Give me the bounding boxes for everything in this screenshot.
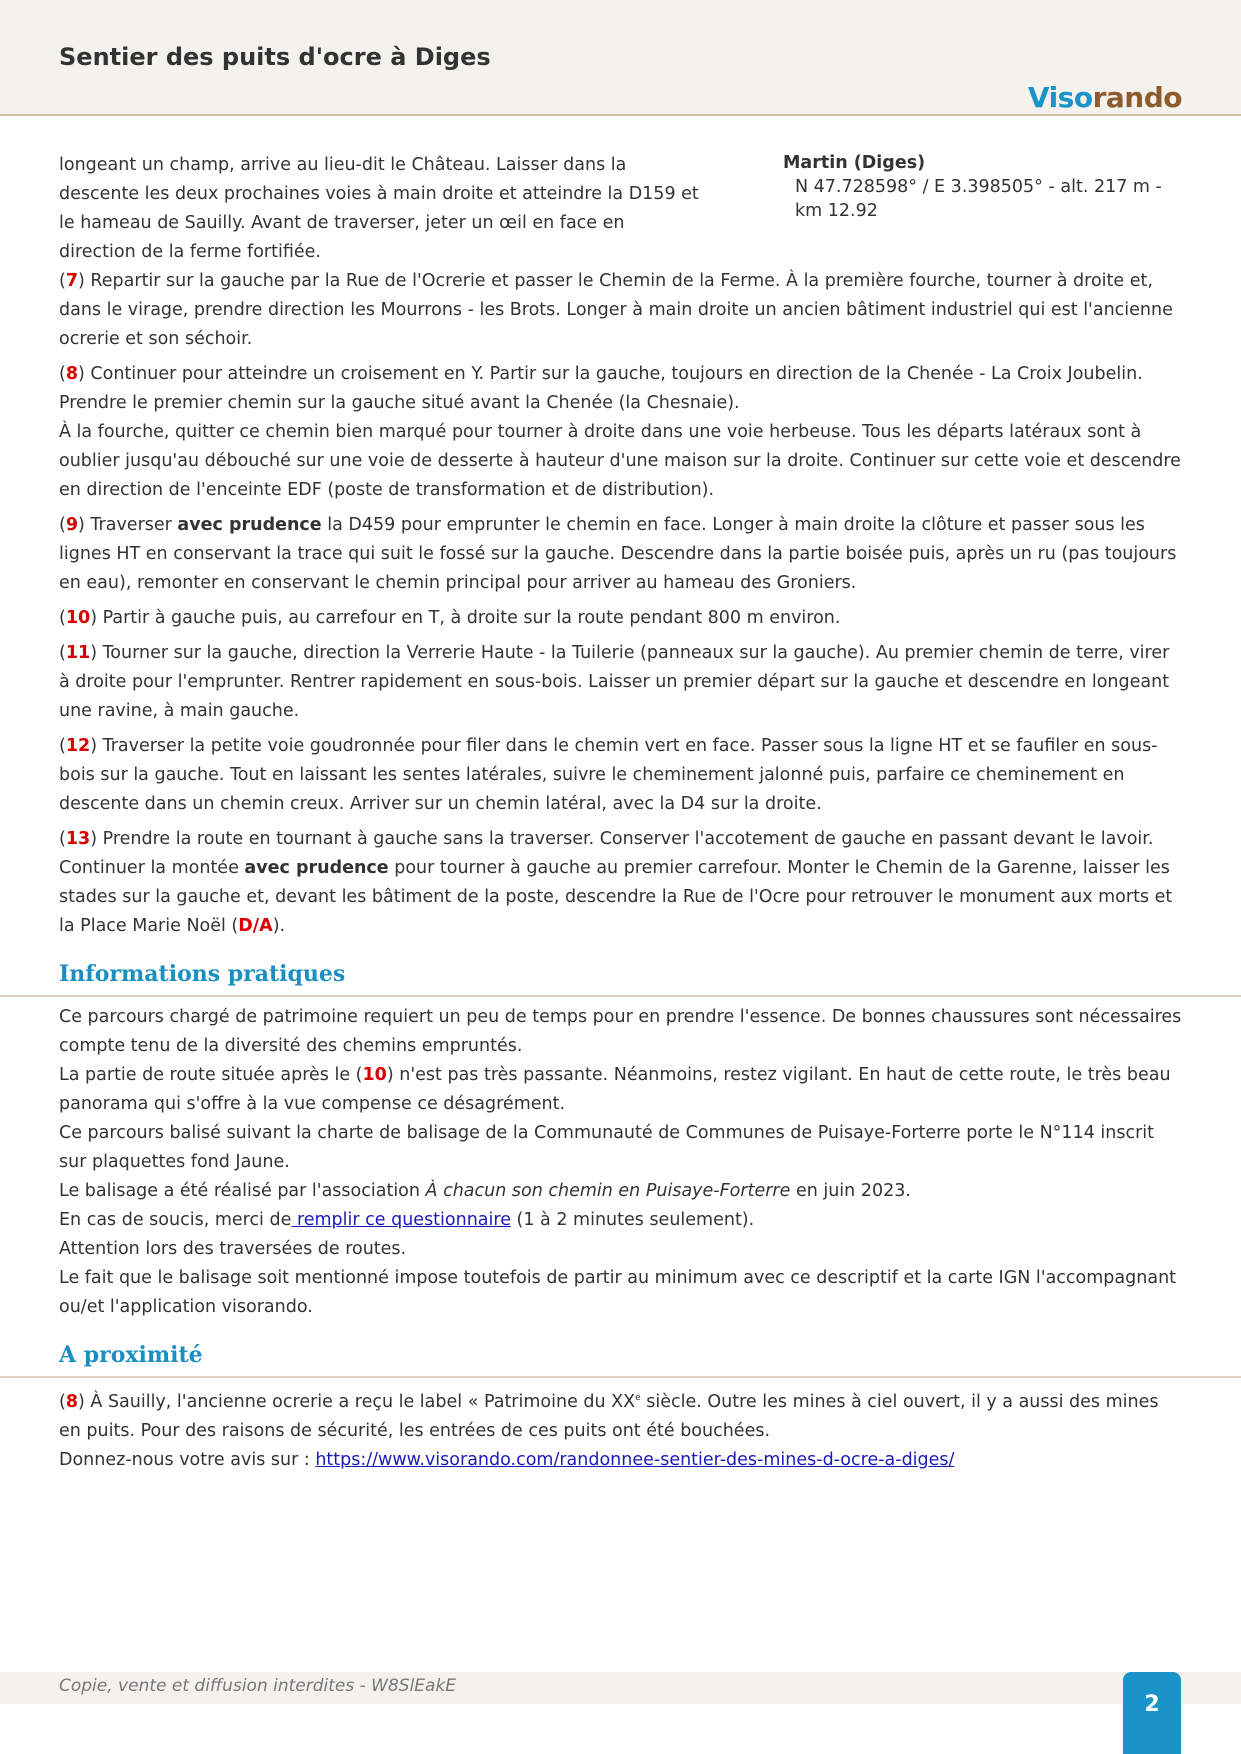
step-marker: 13 [65,829,91,849]
info-paragraph [59,1061,1183,1119]
page-number: 2 [1144,1692,1160,1717]
logo-part-1: Viso [1027,81,1093,114]
step-text: pour tourner à gauche au premier carrefour. Monter le Chemin de la Garenne, laisser les stades sur la gauche et, devant les bâtiment de la poste, descendre la Rue de l'Ocre pour retrouver le monument aux morts et la Place Marie Noël ( [59,858,1173,936]
step-7: (7) Repartir sur la gauche par la Rue de l'Ocrerie et passer le Chemin de la Ferme. À la première fourche, tourner à droite et, dans le virage, prendre direction les Mourrons - les Brots. Longer à main droite un ancien bâtiment industriel qui est l'ancienne ocrerie et son séchoir. [59,271,1173,349]
section-heading-proximity: A proximité [59,1340,1183,1370]
info-paragraph: Ce parcours balisé suivant la charte de balisage de la Communauté de Communes de Puisaye-Forterre porte le N°114 inscrit sur plaquettes fond Jaune. [59,1123,1155,1172]
association-name: À chacun son chemin en Puisaye-Forterre [425,1181,791,1201]
step-marker: 9 [65,515,79,535]
step-marker: 10 [362,1065,387,1085]
step-marker: 8 [65,364,79,384]
step-11: (11) Tourner sur la gauche, direction la Verrerie Haute - la Tuilerie (panneaux sur la gauche). Au premier chemin de terre, virer à droite pour l'emprunter. Rentrer rapidement en sous-bois. Laisser un premier départ sur la gauche et descendre en longeant une ravine, à main gauche. [59,643,1170,721]
proximity-text: À Sauilly, l'ancienne ocrerie a reçu le label « Patrimoine du XX [90,1391,636,1412]
footer-copyright: Copie, vente et diffusion interdites - W8SlEakE [59,1676,457,1696]
intro-row [59,151,1183,267]
info-text: La partie de route située après le ( [59,1065,363,1085]
step-marker: 8 [65,1391,79,1412]
step-10: (10) Partir à gauche puis, au carrefour en T, à droite sur la route pendant 800 m environ. [59,608,841,628]
main-content [59,151,1183,1475]
info-paragraph: Le fait que le balisage soit mentionné impose toutefois de partir au minimum avec ce descriptif et la carte IGN l'accompagnant ou/et l'application visorando. [59,1268,1177,1317]
waypoint-name: Martin (Diges) [783,153,926,173]
info-text: ) n'est pas très passante. Néanmoins, restez vigilant. En haut de cette route, le très beau panorama qui s'offre à la vue compense ce désagrément. [59,1065,1171,1114]
step-text: Partir à gauche puis, au carrefour en T, à droite sur la route pendant 800 m environ. [102,608,841,628]
waypoint-box [783,151,1183,267]
step-text-continued: À la fourche, quitter ce chemin bien marqué pour tourner à droite dans une voie herbeuse. Tous les départs latéraux sont à oublier jusqu'au débouché sur une voie de desserte à hauteur d'une maison sur la droite. Continuer sur cette voie et descendre en direction de l'enceinte EDF (poste de transformation et de distribution). [59,422,1181,500]
info-paragraph: Ce parcours chargé de patrimoine requiert un peu de temps pour en prendre l'essence. De bonnes chaussures sont nécessaires compte tenu de la diversité des chemins empruntés. [59,1007,1182,1056]
proximity-text: siècle. Outre les mines à ciel ouvert, il y a aussi des mines en puits. Pour des raisons de sécurité, les entrées de ces puits ont été bouchées. [59,1391,1159,1441]
logo-part-2: rando [1092,81,1182,114]
step-text: la D459 pour emprunter le chemin en face. Longer à main droite la clôture et passer sous les lignes HT en conservant la trace qui suit le fossé sur la gauche. Descendre dans la partie boisée puis, après un ru (pas toujours en eau), remonter en conservant le chemin principal pour arriver au hameau des Groniers. [59,515,1177,593]
info-paragraph: Attention lors des traversées de routes. [59,1239,407,1259]
info-paragraph [59,1206,1183,1235]
step-text: Traverser la petite voie goudronnée pour filer dans le chemin vert en face. Passer sous la ligne HT et se faufiler en sous-bois sur la gauche. Tout en laissant les sentes latérales, suivre le cheminement jalonné puis, parfaire ce cheminement en descente dans un chemin creux. Arriver sur un chemin latéral, avec la D4 sur la droite. [59,736,1158,814]
waypoint-coordinates: N 47.728598° / E 3.398505° - alt. 217 m - km 12.92 [795,177,1162,221]
info-text: en juin 2023. [790,1181,911,1201]
info-text: En cas de soucis, merci de [59,1210,292,1230]
start-end-marker: D/A [238,916,273,936]
step-text: Repartir sur la gauche par la Rue de l'Ocrerie et passer le Chemin de la Ferme. À la première fourche, tourner à droite et, dans le virage, prendre direction les Mourrons - les Brots. Longer à main droite un ancien bâtiment industriel qui est l'ancienne ocrerie et son séchoir. [59,271,1173,349]
step-text: Continuer pour atteindre un croisement en Y. Partir sur la gauche, toujours en direction de la Chenée - La Croix Joubelin. Prendre le premier chemin sur la gauche situé avant la Chenée (la Chesnaie). [59,364,1143,413]
step-marker: 7 [65,271,79,291]
page-title: Sentier des puits d'ocre à Diges [59,43,491,71]
step-marker: 11 [65,643,91,663]
info-paragraph [59,1177,1183,1206]
feedback-paragraph [59,1446,1183,1475]
step-text: Prendre la route en tournant à gauche sans la traverser. Conserver l'accotement de gauche en passant devant le lavoir. Continuer la montée [59,829,1154,878]
info-text: Le balisage a été réalisé par l'association [59,1181,426,1201]
step-marker: 12 [65,736,91,756]
step-text: Traverser [90,515,178,535]
step-13: (13) Prendre la route en tournant à gauche sans la traverser. Conserver l'accotement de gauche en passant devant le lavoir. Continuer la montée avec prudence pour tourner à gauche au premier carrefour. Monter le Chemin de la Garenne, laisser les stades sur la gauche et, devant les bâtiment de la poste, descendre la Rue de l'Ocre pour retrouver le monument aux morts et la Place Marie Noël (D/A). [59,829,1173,936]
feedback-text: Donnez-nous votre avis sur : [59,1449,316,1470]
step-marker: 10 [65,608,91,628]
step-text-end: ). [272,916,286,936]
step-emphasis: avec prudence [177,515,322,535]
info-text: (1 à 2 minutes seulement). [510,1210,755,1230]
intro-paragraph: longeant un champ, arrive au lieu-dit le Château. Laisser dans la descente les deux prochaines voies à main droite et atteindre la D159 et le hameau de Sauilly. Avant de traverser, jeter un œil en face en direction de la ferme fortifiée. [59,155,699,262]
superscript: e [635,1393,641,1403]
proximity-section [59,1384,1183,1475]
step-text: Tourner sur la gauche, direction la Verrerie Haute - la Tuilerie (panneaux sur la gauche). Au premier chemin de terre, virer à droite pour l'emprunter. Rentrer rapidement en sous-bois. Laisser un premier départ sur la gauche et descendre en longeant une ravine, à main gauche. [59,643,1170,721]
feedback-link[interactable]: https://www.visorando.com/randonnee-sentier-des-mines-d-ocre-a-diges/ [315,1449,955,1470]
section-heading-info: Informations pratiques [59,959,1183,989]
questionnaire-link[interactable]: remplir ce questionnaire [291,1210,511,1230]
proximity-paragraph: (8) À Sauilly, l'ancienne ocrerie a reçu le label « Patrimoine du XXe siècle. Outre les mines à ciel ouvert, il y a aussi des mines en puits. Pour des raisons de sécurité, les entrées de ces puits ont été bouchées. [59,1391,1159,1441]
step-emphasis: avec prudence [244,858,389,878]
page-number-badge [1123,1672,1181,1754]
info-section [59,1003,1183,1322]
visorando-logo [1027,81,1182,114]
step-12: (12) Traverser la petite voie goudronnée pour filer dans le chemin vert en face. Passer sous la ligne HT et se faufiler en sous-bois sur la gauche. Tout en laissant les sentes latérales, suivre le cheminement jalonné puis, parfaire ce cheminement en descente dans un chemin creux. Arriver sur un chemin latéral, avec la D4 sur la droite. [59,736,1158,814]
step-8: (8) Continuer pour atteindre un croisement en Y. Partir sur la gauche, toujours en direction de la Chenée - La Croix Joubelin. Prendre le premier chemin sur la gauche situé avant la Chenée (la Chesnaie). À la fourche, quitter ce chemin bien marqué pour tourner à droite dans une voie herbeuse. Tous les départs latéraux sont à oublier jusqu'au débouché sur une voie de desserte à hauteur d'une maison sur la droite. Continuer sur cette voie et descendre en direction de l'enceinte EDF (poste de transformation et de distribution). [59,364,1181,500]
step-9: (9) Traverser avec prudence la D459 pour emprunter le chemin en face. Longer à main droite la clôture et passer sous les lignes HT en conservant la trace qui suit le fossé sur la gauche. Descendre dans la partie boisée puis, après un ru (pas toujours en eau), remonter en conservant le chemin principal pour arriver au hameau des Groniers. [59,515,1177,593]
